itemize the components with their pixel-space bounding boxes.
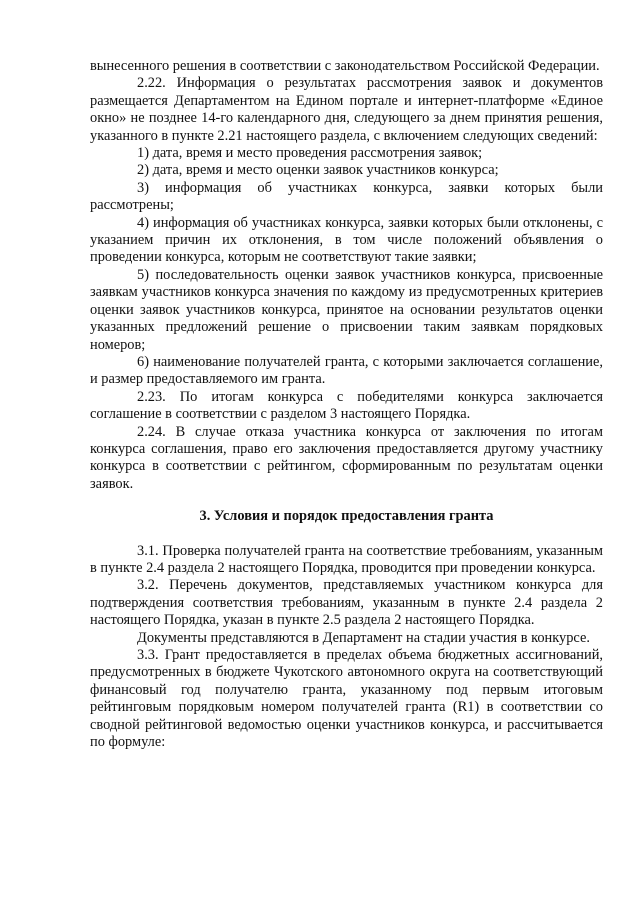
list-item-2: 2) дата, время и место оценки заявок участников конкурса;: [137, 162, 499, 179]
paragraph-2-22: 2.22. Информация о результатах рассмотрения заявок и документов размещается Департаментом на Едином портале и интернет-платформе «Единое окно» не позднее 14-го календарного дня, следующего за днем принятия решения, указанного в пункте 2.21 настоящего раздела, с включением следующих сведений:: [90, 75, 603, 144]
list-item-6: 6) наименование получателей гранта, с которыми заключается соглашение, и размер предоставляемого им гранта.: [90, 353, 603, 388]
paragraph-documents: Документы представляются в Департамент на стадии участия в конкурсе.: [137, 629, 590, 646]
list-item-4: 4) информация об участниках конкурса, заявки которых были отклонены, с указанием причин их отклонения, в том числе положений объявления о проведении конкурса, которым не соответствуют такие заявки;: [90, 214, 603, 266]
paragraph-2-24: 2.24. В случае отказа участника конкурса от заключения по итогам конкурса соглашения, право его заключения предоставляется другому участнику конкурса в соответствии с рейтингом, сформированным по результатам оценки заявок.: [90, 423, 603, 492]
paragraph-3-2: 3.2. Перечень документов, представляемых участником конкурса для подтверждения соответствия требованиям, указанным в пункте 2.4 раздела 2 настоящего Порядка, указан в пункте 2.5 раздела 2 настоящего Порядка.: [90, 577, 603, 629]
list-item-5: 5) последовательность оценки заявок участников конкурса, присвоенные заявкам участников конкурса значения по каждому из предусмотренных критериев оценки заявок участников конкурса, принятое на основании результатов оценки указанных предложений решение о присвоении таким заявкам порядковых номеров;: [90, 266, 603, 353]
paragraph-continuation: вынесенного решения в соответствии с законодательством Российской Федерации.: [90, 58, 600, 74]
document-page: [90, 58, 603, 751]
paragraph-3-1: 3.1. Проверка получателей гранта на соответствие требованиям, указанным в пункте 2.4 раздела 2 настоящего Порядка, проводится при проведении конкурса.: [90, 542, 603, 576]
section-heading: 3. Условия и порядок предоставления гранта: [199, 508, 494, 525]
list-item-3: 3) информация об участниках конкурса, заявки которых были рассмотрены;: [90, 179, 603, 214]
list-item-1: 1) дата, время и место проведения рассмотрения заявок;: [137, 145, 483, 162]
paragraph-2-23: 2.23. По итогам конкурса с победителями конкурса заключается соглашение в соответствии с разделом 3 настоящего Порядка.: [90, 388, 603, 423]
paragraph-3-3: 3.3. Грант предоставляется в пределах объема бюджетных ассигнований, предусмотренных в бюджете Чукотского автономного округа на соответствующий финансовый год получателю гранта, указанному под первым итоговым рейтинговым порядковым номером получателей гранта (R1) в соответствии со сводной рейтинговой ведомостью оценки участников конкурса, и рассчитывается по формуле:: [90, 647, 603, 751]
